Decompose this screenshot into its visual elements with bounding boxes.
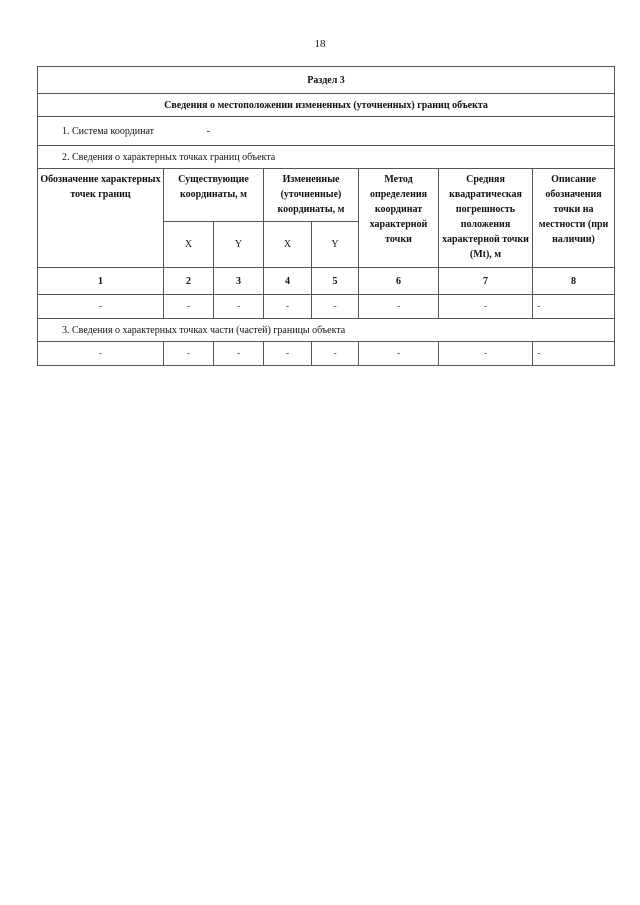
column-number: 5: [312, 268, 359, 295]
points-heading: 2. Сведения о характерных точках границ объекта: [38, 146, 615, 169]
col-header-y-existing: Y: [214, 222, 264, 268]
table-cell: -: [164, 342, 214, 366]
col-header-error: Средняя квадратическая погрешность положения характерной точки (Mt), м: [439, 169, 533, 268]
column-number: 2: [164, 268, 214, 295]
column-number: 7: [439, 268, 533, 295]
table-cell: -: [439, 295, 533, 319]
table-cell: -: [264, 295, 312, 319]
col-header-x-existing: X: [164, 222, 214, 268]
table-cell: -: [359, 342, 439, 366]
page-number: 18: [314, 38, 326, 50]
col-header-method: Метод определения координат характерной точки: [359, 169, 439, 268]
table-cell: -: [38, 295, 164, 319]
column-number: 8: [533, 268, 615, 295]
coord-system-value: -: [206, 125, 210, 137]
column-number: 4: [264, 268, 312, 295]
table-cell: -: [214, 295, 264, 319]
table-cell: -: [533, 342, 615, 366]
column-number: 3: [214, 268, 264, 295]
col-header-point-designation: Обозначение характерных точек границ: [38, 169, 164, 268]
column-number-row: [38, 268, 615, 295]
part-data-row: [38, 342, 615, 366]
table-cell: -: [439, 342, 533, 366]
points-data-row: [38, 295, 615, 319]
table-cell: -: [164, 295, 214, 319]
table-cell: -: [264, 342, 312, 366]
col-header-y-changed: Y: [312, 222, 359, 268]
col-header-changed-coords: Измененные (уточненные) координаты, м: [264, 169, 359, 222]
table-cell: -: [359, 295, 439, 319]
table-cell: -: [214, 342, 264, 366]
part-heading: 3. Сведения о характерных точках части (частей) границы объекта: [38, 319, 615, 342]
col-header-x-changed: X: [264, 222, 312, 268]
coord-system-row: [38, 117, 615, 146]
column-number: 6: [359, 268, 439, 295]
section-3-table: [37, 66, 615, 366]
section-subtitle: Сведения о местоположении измененных (уточненных) границ объекта: [38, 94, 615, 117]
section-title: Раздел 3: [38, 67, 615, 94]
table-cell: -: [312, 295, 359, 319]
col-header-description: Описание обозначения точки на местности (при наличии): [533, 169, 615, 268]
coord-system-label: 1. Система координат: [62, 125, 155, 137]
table-cell: -: [38, 342, 164, 366]
col-header-existing-coords: Существующие координаты, м: [164, 169, 264, 222]
table-cell: -: [312, 342, 359, 366]
table-cell: -: [533, 295, 615, 319]
column-number: 1: [38, 268, 164, 295]
